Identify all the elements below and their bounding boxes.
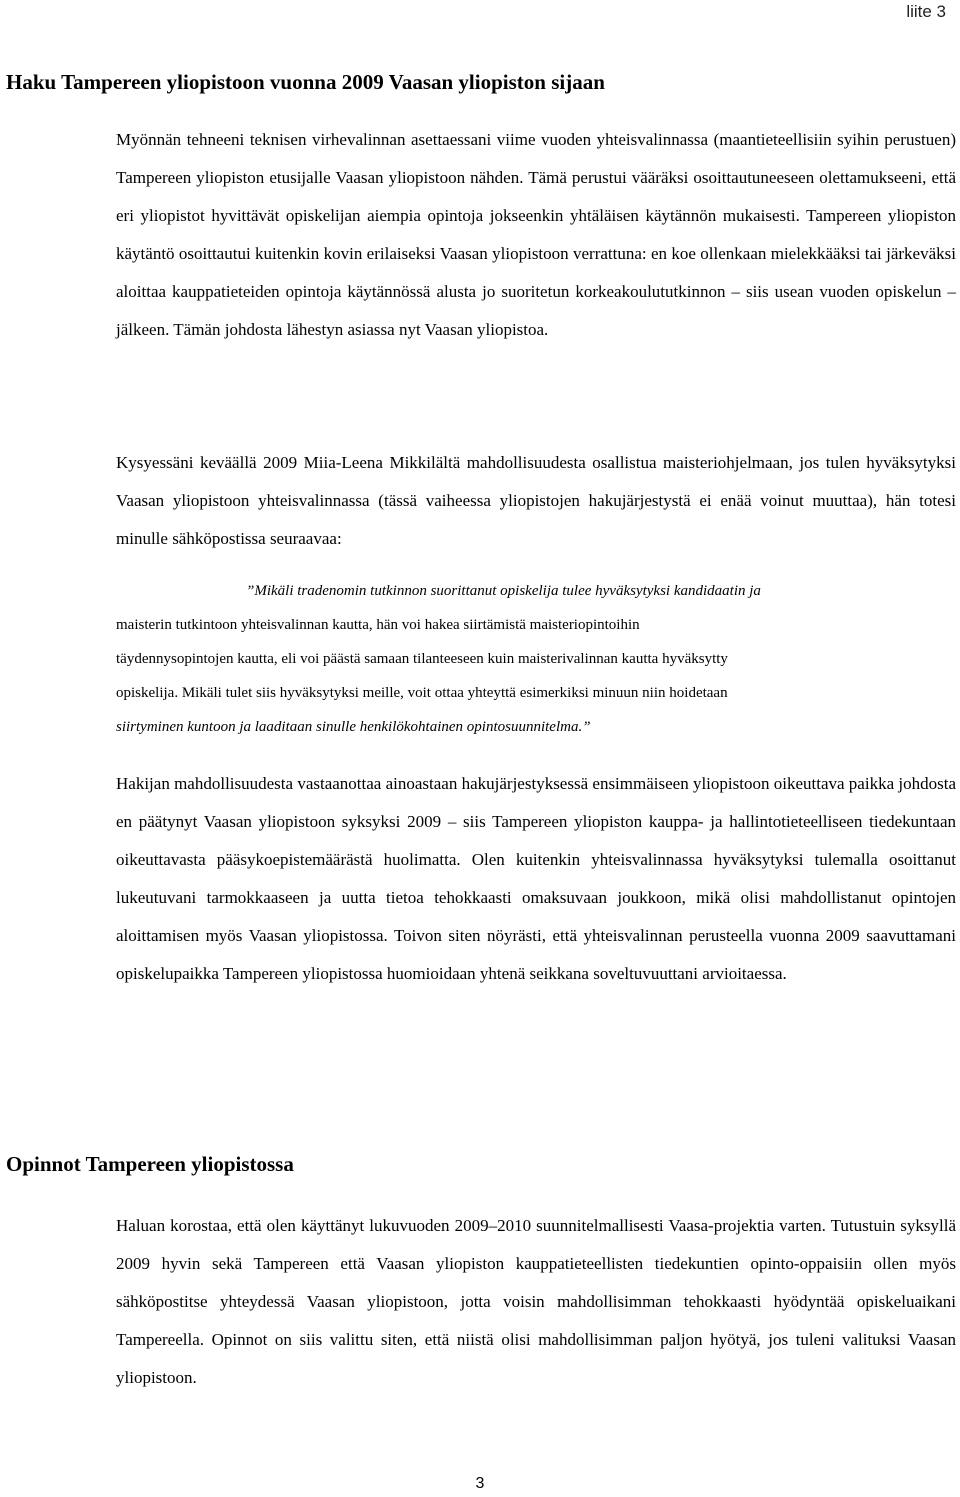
paragraph-admission: Hakijan mahdollisuudesta vastaanottaa ainoastaan hakujärjestyksessä ensimmäiseen yliopistoon oikeuttava paikka johdosta en päätynyt Vaasan yliopistoon syksyksi 2009 – siis Tampereen yliopiston kauppa- ja hallintotieteelliseen tiedekuntaan oikeuttavasta pääsykoepistemäärästä huolimatta. Olen kuitenkin yhteisvalinnassa hyväksytyksi tulemalla osoittanut lukeutuvani tarmokkaaseen ja uutta tietoa tehokkaasti omaksuvaan joukkoon, mikä olisi mahdollistanut opintojen aloittamisen myös Vaasan yliopistossa. Toivon siten nöyrästi, että yhteisvalinnan perusteella vuonna 2009 saavuttamani opiskelupaikka Tampereen yliopistossa huomioidaan yhtenä seikkana soveltuvuuttani arvioitaessa. xyxy=(116,774,956,983)
paragraph-studies: Haluan korostaa, että olen käyttänyt lukuvuoden 2009–2010 suunnitelmallisesti Vaasa-projektia varten. Tutustuin syksyllä 2009 hyvin sekä Tampereen että Vaasan yliopiston kauppatieteellisten tiedekuntien opinto-oppaisiin ollen myös sähköpostitse yhteydessä Vaasan yliopistoon, jotta voisin mahdollisimman tehokkaasti hyödyntää opiskeluaikani Tampereella. Opinnot on siis valittu siten, että niistä olisi mahdollisimman paljon hyötyä, jos tuleni valituksi Vaasan yliopistoon. xyxy=(116,1216,956,1387)
section-heading-studies: Opinnot Tampereen yliopistossa xyxy=(6,1152,294,1176)
quote-line-1: ”Mikäli tradenomin tutkinnon suorittanut opiskelija tulee hyväksytyksi kandidaatin ja xyxy=(246,583,761,599)
email-quote xyxy=(116,574,926,744)
paragraph-technical-choice: Myönnän tehneeni teknisen virhevalinnan asettaessani viime vuoden yhteisvalinnassa (maantieteellisiin syihin perustuen) Tampereen yliopiston etusijalle Vaasan yliopistoon nähden. Tämä perustui vääräksi osoittautuneeseen olettamukseeni, että eri yliopistot hyvittävät opiskelijan aiempia opintoja jokseenkin yhtäläisen käytännön mukaisesti. Tampereen yliopiston käytäntö osoittautui kuitenkin kovin erilaiseksi Vaasan yliopistoon verrattuna: en koe ollenkaan mielekkääksi tai järkeväksi aloittaa kauppatieteiden opintoja käytännössä alusta jo suoritetun korkeakoulututkinnon – siis usean vuoden opiskelun – jälkeen. Tämän johdosta lähestyn asiassa nyt Vaasan yliopistoa. xyxy=(116,130,956,339)
header-attachment-label: liite 3 xyxy=(906,2,946,21)
quote-line-3: täydennysopintojen kautta, eli voi päästä samaan tilanteeseen kuin maisterivalinnan kautta hyväksytty xyxy=(116,651,728,667)
quote-line-5: siirtyminen kuntoon ja laaditaan sinulle henkilökohtainen opintosuunnitelma.” xyxy=(116,719,591,735)
quote-line-4: opiskelija. Mikäli tulet siis hyväksytyksi meille, voit ottaa yhteyttä esimerkiksi minuun niin hoidetaan xyxy=(116,685,728,701)
quote-line-2: maisterin tutkintoon yhteisvalinnan kautta, hän voi hakea siirtämistä maisteriopintoihin xyxy=(116,617,640,633)
page-number: 3 xyxy=(475,1475,485,1492)
section-heading-application: Haku Tampereen yliopistoon vuonna 2009 Vaasan yliopiston sijaan xyxy=(6,70,605,94)
paragraph-inquiry: Kysyessäni keväällä 2009 Miia-Leena Mikkilältä mahdollisuudesta osallistua maisteriohjelmaan, jos tulen hyväksytyksi Vaasan yliopistoon yhteisvalinnassa (tässä vaiheessa yliopistojen hakujärjestystä ei enää voinut muuttaa), hän totesi minulle sähköpostissa seuraavaa: xyxy=(116,453,956,548)
